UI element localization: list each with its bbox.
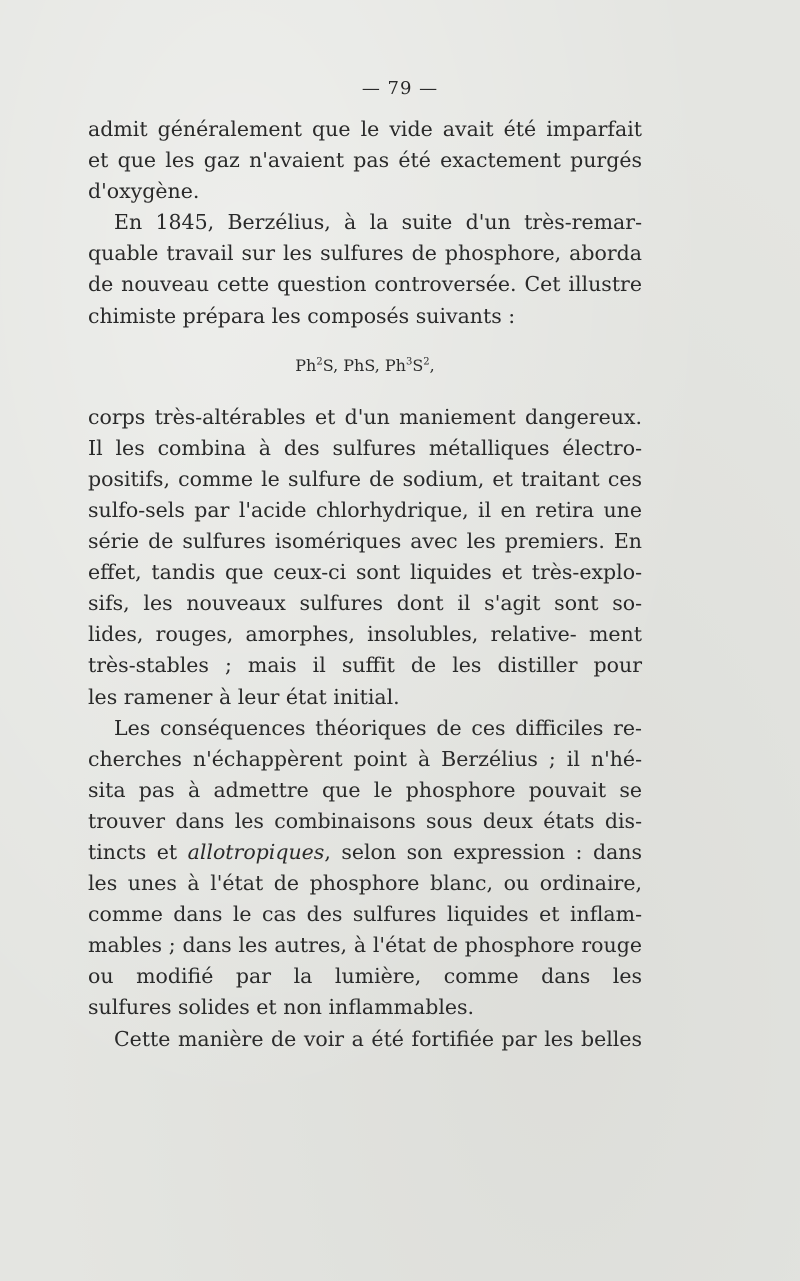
text-line: mables ; dans les autres, à l'état de phosphore — [88, 933, 575, 958]
formula-part: S, PhS, Ph — [322, 355, 406, 375]
paragraph-berzelius-end — [88, 301, 642, 332]
paragraph-consequences-end — [88, 992, 642, 1023]
text-line: quable travail sur les sulfures de phosphore, aborda — [88, 241, 642, 266]
formula-subscript: 2 — [423, 356, 430, 368]
paragraph-berzelius — [88, 207, 642, 300]
text-line: sita pas à admettre que le phosphore pouvait se — [88, 777, 642, 802]
text-line: positifs, comme le sulfure de sodium, et traitant ces — [88, 466, 642, 491]
text-line: sifs, les nouveaux sulfures dont il s'agit sont so- — [88, 591, 642, 616]
text-line: En 1845, Berzélius, à la suite d'un très-remar- — [114, 210, 642, 235]
formula-subscript: 2 — [316, 356, 323, 368]
page-number: — 79 — — [361, 78, 439, 99]
paragraph-final — [88, 1024, 642, 1055]
paragraph-continuation — [88, 114, 642, 176]
paragraph-sulfures — [88, 402, 642, 682]
text-line: Les conséquences théoriques de ces difficiles re- — [114, 715, 642, 740]
text-line: admit généralement que le vide avait été imparfait — [88, 117, 642, 141]
text-line: série de sulfures isomériques avec les premiers. En — [88, 529, 642, 554]
text-line: lides, rouges, amorphes, insolubles, relative- — [88, 622, 577, 647]
text-line: cherches n'échappèrent point à Berzélius ; il n'hé- — [88, 746, 642, 771]
text-line: d'oxygène. — [88, 179, 200, 204]
formula-part: S — [412, 355, 424, 375]
italic-term: allotropiques — [187, 839, 325, 864]
text-line: les unes à l'état de phosphore blanc, ou ordinaire, — [88, 871, 642, 896]
text-line: les ramener à leur état initial. — [88, 684, 400, 709]
text-line-prefix: tincts et — [88, 839, 188, 864]
text-line: rouge ou modifié par la lumière, comme dans les — [88, 933, 642, 989]
text-line: Cette manière de voir a été fortifiée par les belles — [114, 1026, 642, 1051]
text-line: Il les combina à des sulfures métalliques électro- — [88, 435, 642, 460]
text-line: chimiste prépara les composés suivants : — [88, 303, 516, 328]
body-text — [88, 114, 642, 1055]
text-line: et que les gaz n'avaient pas été exactement purgés — [88, 148, 642, 173]
text-line: comme dans le cas des sulfures liquides et inflam- — [88, 902, 642, 927]
formula-subscript: 3 — [405, 356, 413, 368]
text-line: ment très-stables ; mais il suffit de les distiller pour — [88, 622, 642, 678]
text-line-suffix: , selon son expression : dans — [324, 839, 643, 864]
text-line: sulfo-sels par l'acide chlorhydrique, il en retira une — [88, 497, 642, 522]
paragraph-consequences — [88, 713, 642, 993]
formula-part: , — [429, 355, 435, 375]
formula-part: Ph — [295, 355, 317, 375]
text-line: corps très-altérables et d'un maniement dangereux. — [88, 404, 642, 429]
paragraph-sulfures-end — [88, 682, 642, 713]
text-line: sulfures solides et non inflammables. — [88, 995, 475, 1020]
text-line: effet, tandis que ceux-ci sont liquides et très-explo- — [88, 560, 642, 585]
paragraph-continuation-end — [88, 176, 642, 207]
text-line: de nouveau cette question controversée. Cet illustre — [88, 272, 642, 297]
text-line: trouver dans les combinaisons sous deux états dis- — [88, 808, 642, 833]
chemical-formula — [88, 354, 642, 378]
